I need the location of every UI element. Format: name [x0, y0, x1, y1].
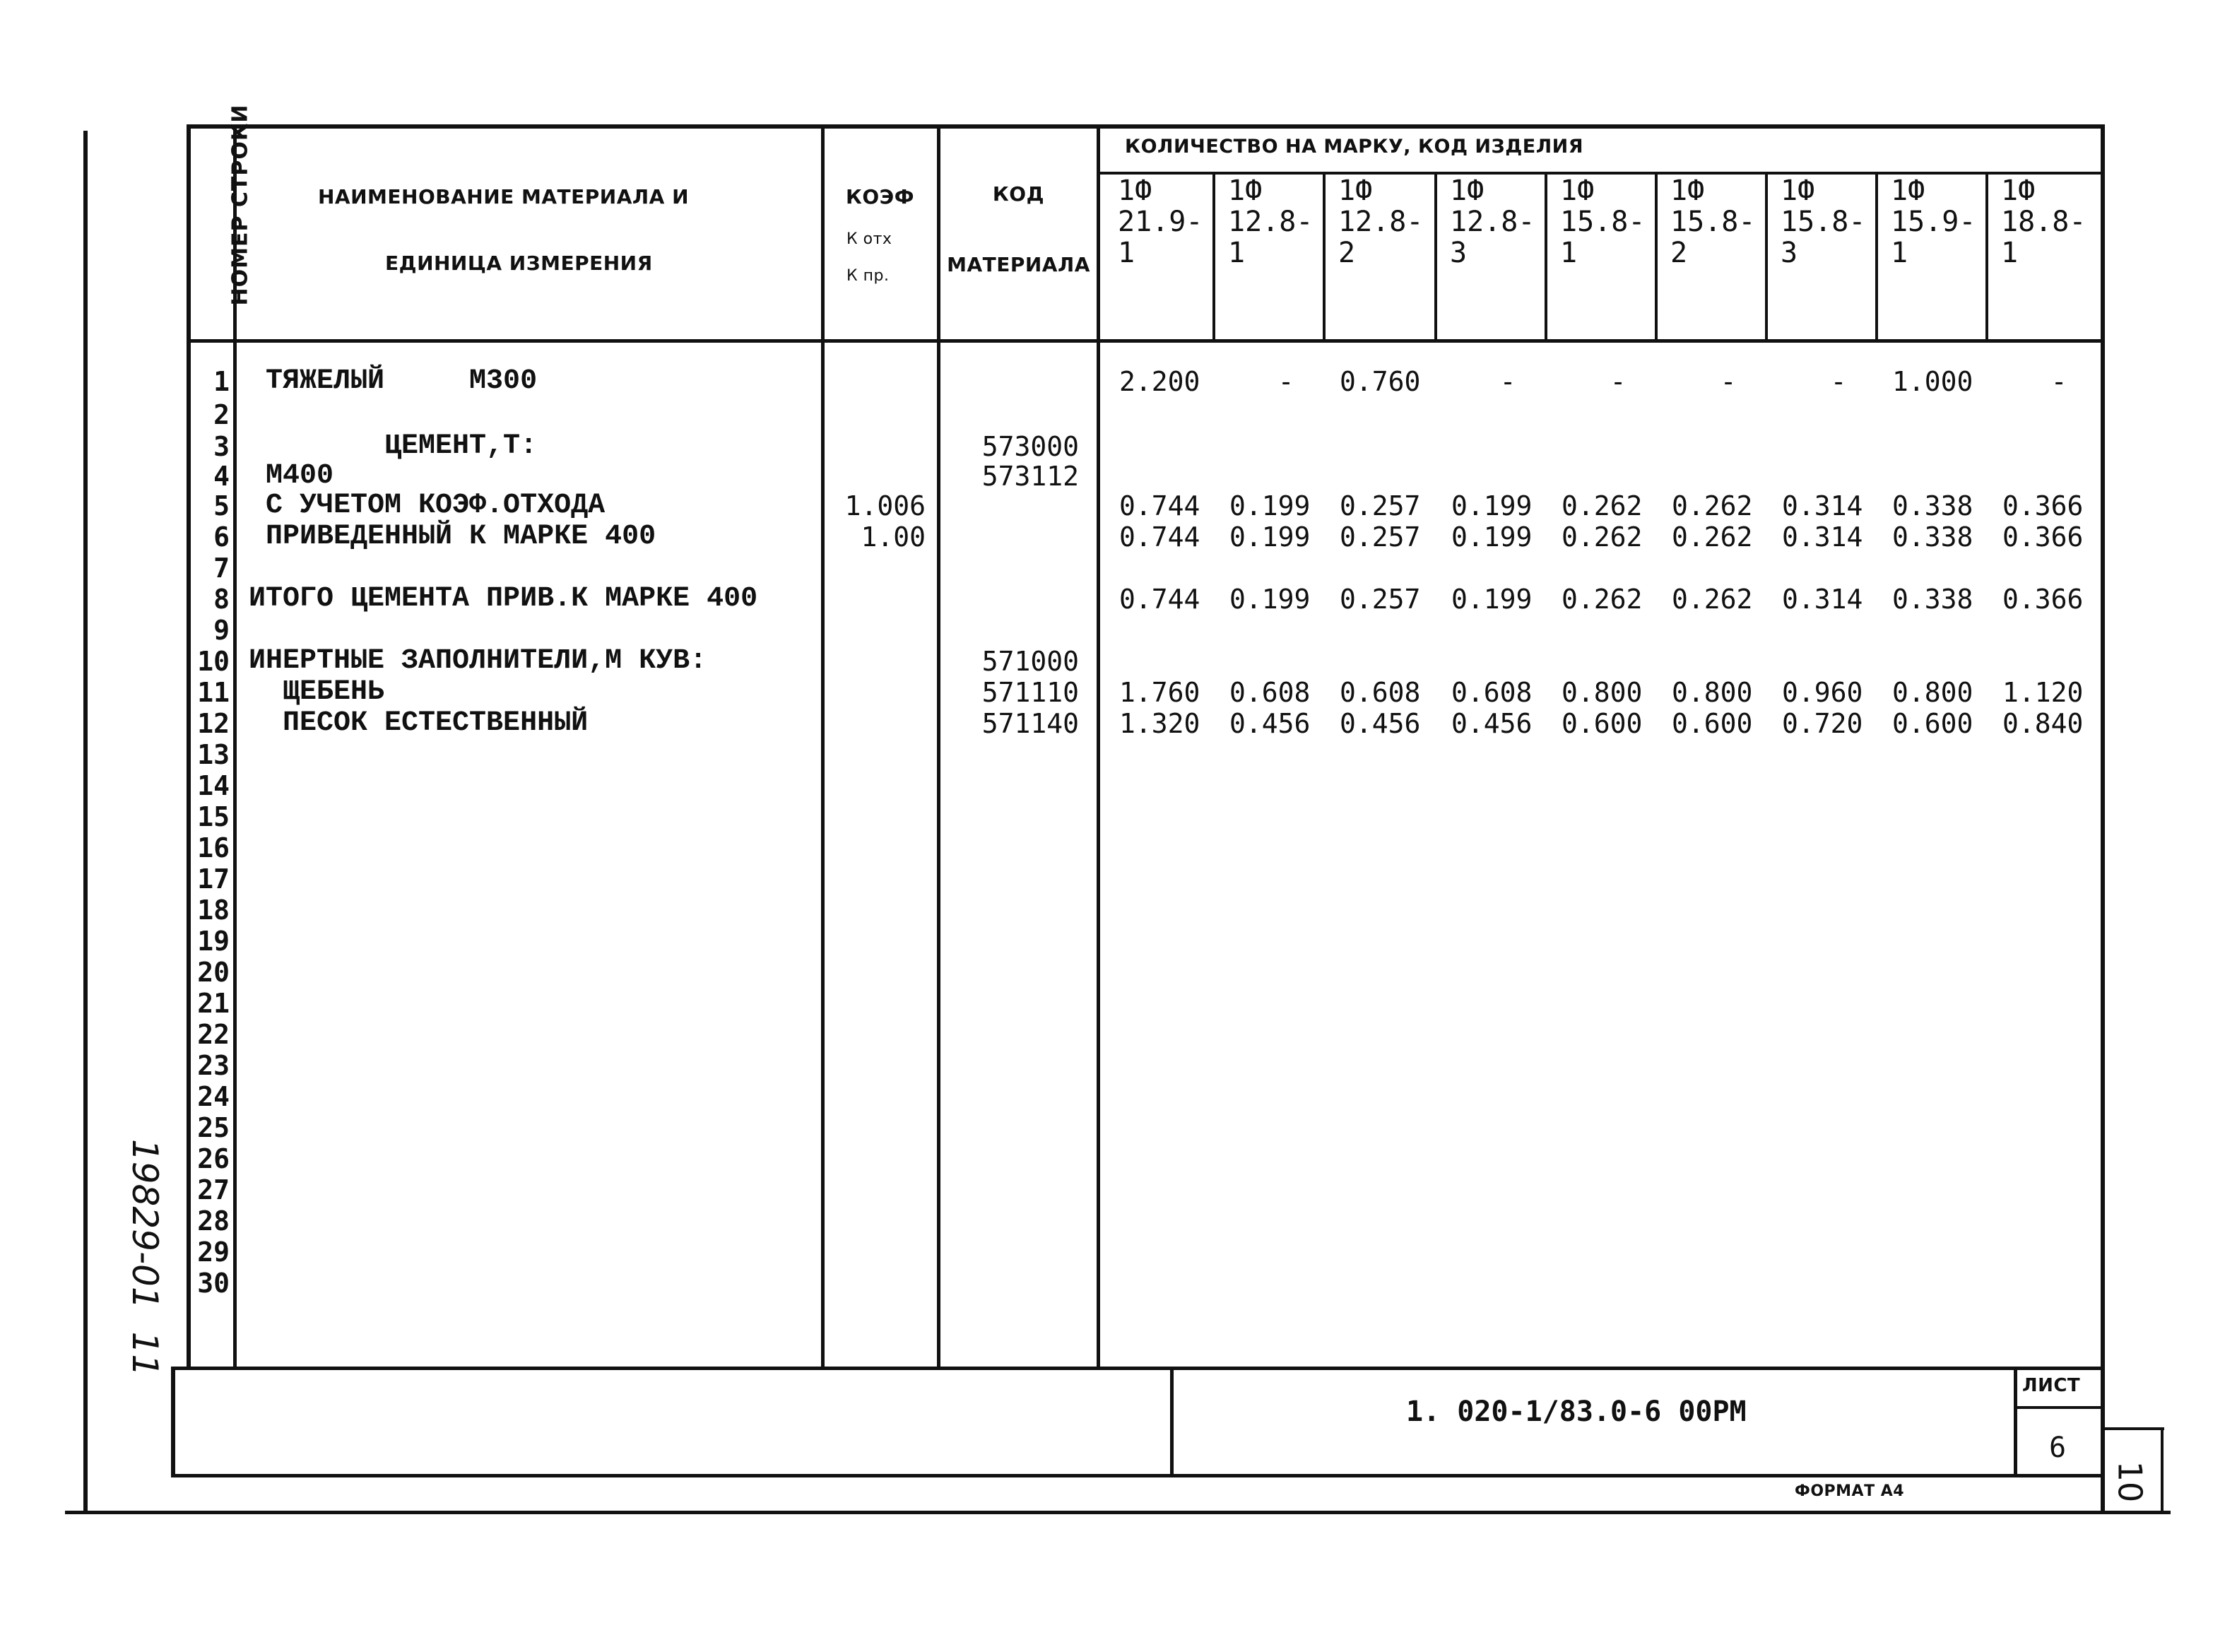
mark-header-8-line-3: 1	[1891, 237, 1908, 269]
table-row	[0, 1205, 2237, 1237]
material-code: 573112	[981, 461, 1079, 492]
row-number: 24	[197, 1081, 230, 1112]
format-label: ФОРМАТ А4	[1795, 1482, 1905, 1500]
quantity-value: 0.800	[1672, 677, 1753, 708]
mark-header-2-line-2: 12.8-	[1228, 206, 1314, 238]
document-code: 1. 020-1/83.0-6 00РМ	[1406, 1396, 1747, 1428]
mark-header-5-line-1: 1Ф	[1560, 175, 1595, 207]
quantity-value: 0.262	[1562, 521, 1643, 553]
quantity-value: 0.338	[1892, 490, 1973, 521]
quantity-value: 0.199	[1451, 490, 1533, 521]
row-number: 27	[197, 1174, 230, 1205]
quantity-value: 0.456	[1340, 708, 1421, 739]
row-number: 26	[197, 1143, 230, 1174]
table-row	[0, 1112, 2237, 1143]
quantity-value: 0.257	[1340, 521, 1421, 553]
table-row	[0, 1237, 2237, 1268]
row-number: 7	[213, 553, 230, 584]
table-row	[0, 646, 2237, 677]
sheet-label: ЛИСТ	[2022, 1375, 2081, 1396]
quantity-value: 0.720	[1782, 708, 1863, 739]
row-number: 30	[197, 1268, 230, 1299]
mark-header-8-line-2: 15.9-	[1891, 206, 1976, 238]
row-number-header: НОМЕР СТРОКИ	[228, 104, 253, 306]
mark-header-2-line-3: 1	[1228, 237, 1246, 269]
quantity-value: 0.600	[1672, 708, 1753, 739]
material-code: 571000	[981, 646, 1079, 677]
mark-header-6-line-3: 2	[1670, 237, 1688, 269]
quantity-value: 0.257	[1340, 490, 1421, 521]
table-row	[0, 708, 2237, 739]
coef-header-line2: К отх	[846, 230, 892, 248]
table-row	[0, 832, 2237, 863]
quantity-value: 0.608	[1229, 677, 1311, 708]
quantity-value: 0.199	[1229, 490, 1311, 521]
quantity-value: 0.366	[2002, 490, 2084, 521]
row-number: 6	[213, 521, 230, 553]
mark-header-1-line-1: 1Ф	[1118, 175, 1152, 207]
mark-header-2-line-1: 1Ф	[1228, 175, 1263, 207]
quantity-value: 0.262	[1562, 584, 1643, 615]
quantity-value: 0.314	[1782, 584, 1863, 615]
quantity-value: 1.000	[1892, 366, 1973, 397]
quantity-value: 0.262	[1562, 490, 1643, 521]
row-number: 5	[213, 490, 230, 521]
row-number: 1	[213, 366, 230, 397]
row-number: 4	[213, 461, 230, 492]
material-name: ЩЕБЕНЬ	[249, 676, 385, 708]
mark-header-7-line-2: 15.8-	[1781, 206, 1866, 238]
row-number: 18	[197, 895, 230, 926]
material-name: С УЧЕТОМ КОЭФ.ОТХОДА	[249, 490, 606, 521]
table-row	[0, 521, 2237, 553]
row-number: 16	[197, 832, 230, 863]
quantity-value: -	[1562, 366, 1627, 397]
mark-header-4-line-2: 12.8-	[1450, 206, 1535, 238]
table-row	[0, 1174, 2237, 1205]
quantity-value: 0.960	[1782, 677, 1863, 708]
quantity-value: 0.608	[1451, 677, 1533, 708]
quantity-value: -	[1782, 366, 1847, 397]
quantity-value: 0.744	[1119, 521, 1200, 553]
quantity-value: 0.199	[1229, 584, 1311, 615]
row-number: 2	[213, 399, 230, 430]
quantity-value: 1.760	[1119, 677, 1200, 708]
table-row	[0, 801, 2237, 832]
quantity-value: -	[1229, 366, 1294, 397]
row-number: 17	[197, 863, 230, 895]
table-row	[0, 1081, 2237, 1112]
table-row	[0, 770, 2237, 801]
table-row	[0, 988, 2237, 1019]
coef-header-line1: КОЭФ	[845, 185, 914, 208]
quantity-value: 0.840	[2002, 708, 2084, 739]
quantity-value: 0.314	[1782, 521, 1863, 553]
quantity-value: 0.608	[1340, 677, 1421, 708]
quantity-value: 0.600	[1562, 708, 1643, 739]
mark-header-5-line-2: 15.8-	[1560, 206, 1646, 238]
mark-header-5-line-3: 1	[1560, 237, 1578, 269]
material-name: ТЯЖЕЛЫЙ М300	[249, 365, 538, 397]
quantity-value: 0.199	[1451, 584, 1533, 615]
quantity-value: 0.456	[1451, 708, 1533, 739]
quantity-value: 0.262	[1672, 584, 1753, 615]
mark-header-9-line-2: 18.8-	[2001, 206, 2087, 238]
quantity-value: 0.744	[1119, 490, 1200, 521]
mark-header-3-line-2: 12.8-	[1338, 206, 1424, 238]
material-code: 573000	[981, 431, 1079, 462]
table-row	[0, 926, 2237, 957]
row-number: 15	[197, 801, 230, 832]
row-number: 21	[197, 988, 230, 1019]
table-row	[0, 431, 2237, 462]
mark-header-3-line-3: 2	[1338, 237, 1356, 269]
code-header-line1: КОД	[992, 182, 1045, 206]
table-row	[0, 677, 2237, 708]
quantity-value: 0.456	[1229, 708, 1311, 739]
quantity-value: 1.120	[2002, 677, 2084, 708]
quantity-value: -	[1451, 366, 1516, 397]
quantity-value: 1.320	[1119, 708, 1200, 739]
row-number: 20	[197, 957, 230, 988]
mark-header-6-line-1: 1Ф	[1670, 175, 1705, 207]
quantity-value: 0.760	[1340, 366, 1421, 397]
row-number: 3	[213, 431, 230, 462]
mark-header-9-line-3: 1	[2001, 237, 2019, 269]
mark-header-8-line-1: 1Ф	[1891, 175, 1925, 207]
quantity-value: 0.338	[1892, 521, 1973, 553]
table-row	[0, 584, 2237, 615]
coefficient: 1.006	[844, 490, 926, 521]
quantity-value: 0.366	[2002, 521, 2084, 553]
side-inventory-note: 19829-01 11	[124, 1138, 165, 1377]
mark-header-4-line-1: 1Ф	[1450, 175, 1485, 207]
quantity-value: -	[2002, 366, 2067, 397]
mark-header-4-line-3: 3	[1450, 237, 1468, 269]
mark-header-3-line-1: 1Ф	[1338, 175, 1373, 207]
table-row	[0, 1143, 2237, 1174]
material-code: 571110	[981, 677, 1079, 708]
table-row	[0, 461, 2237, 492]
quantity-value: 0.744	[1119, 584, 1200, 615]
quantity-value: 0.257	[1340, 584, 1421, 615]
row-number: 19	[197, 926, 230, 957]
material-name: ЦЕМЕНТ,Т:	[249, 430, 538, 462]
row-number: 11	[197, 677, 230, 708]
row-number: 12	[197, 708, 230, 739]
quantity-value: 0.314	[1782, 490, 1863, 521]
table-row	[0, 1050, 2237, 1081]
quantity-value: 2.200	[1119, 366, 1200, 397]
mark-header-1-line-3: 1	[1118, 237, 1135, 269]
material-name: М400	[249, 460, 334, 492]
table-row	[0, 895, 2237, 926]
table-row	[0, 366, 2237, 397]
row-number: 22	[197, 1019, 230, 1050]
coefficient: 1.00	[861, 521, 926, 553]
mark-header-7-line-3: 3	[1781, 237, 1798, 269]
row-number: 25	[197, 1112, 230, 1143]
table-row	[0, 863, 2237, 895]
quantity-value: 0.800	[1892, 677, 1973, 708]
table-row	[0, 1019, 2237, 1050]
quantity-value: -	[1672, 366, 1737, 397]
mark-header-6-line-2: 15.8-	[1670, 206, 1756, 238]
material-name: ИТОГО ЦЕМЕНТА ПРИВ.К МАРКЕ 400	[249, 583, 758, 615]
quantity-value: 0.366	[2002, 584, 2084, 615]
mark-header-7-line-1: 1Ф	[1781, 175, 1815, 207]
table-row	[0, 399, 2237, 430]
quantity-value: 0.338	[1892, 584, 1973, 615]
table-row	[0, 553, 2237, 584]
quantity-header: КОЛИЧЕСТВО НА МАРКУ, КОД ИЗДЕЛИЯ	[1125, 136, 1584, 158]
row-number: 9	[213, 615, 230, 646]
table-row	[0, 615, 2237, 646]
table-row	[0, 957, 2237, 988]
table-row	[0, 739, 2237, 770]
material-name: ПРИВЕДЕННЫЙ К МАРКЕ 400	[249, 521, 656, 553]
row-number: 10	[197, 646, 230, 677]
material-name: ИНЕРТНЫЕ ЗАПОЛНИТЕЛИ,М КУВ:	[249, 645, 707, 677]
quantity-value: 0.262	[1672, 521, 1753, 553]
name-header-line2: ЕДИНИЦА ИЗМЕРЕНИЯ	[385, 252, 653, 275]
row-number: 28	[197, 1205, 230, 1237]
row-number: 8	[213, 584, 230, 615]
name-header-line1: НАИМЕНОВАНИЕ МАТЕРИАЛА И	[318, 185, 690, 208]
material-name: ПЕСОК ЕСТЕСТВЕННЫЙ	[249, 707, 589, 739]
table-row	[0, 490, 2237, 521]
row-number: 14	[197, 770, 230, 801]
quantity-value: 0.199	[1451, 521, 1533, 553]
quantity-value: 0.262	[1672, 490, 1753, 521]
quantity-value: 0.199	[1229, 521, 1311, 553]
row-number: 13	[197, 739, 230, 770]
row-number: 29	[197, 1237, 230, 1268]
material-code: 571140	[981, 708, 1079, 739]
mark-header-1-line-2: 21.9-	[1118, 206, 1203, 238]
coef-header-line3: К пр.	[846, 267, 890, 285]
corner-number: 10	[2111, 1461, 2149, 1503]
quantity-value: 0.600	[1892, 708, 1973, 739]
row-number: 23	[197, 1050, 230, 1081]
mark-header-9-line-1: 1Ф	[2001, 175, 2036, 207]
table-row	[0, 1268, 2237, 1299]
quantity-value: 0.800	[1562, 677, 1643, 708]
code-header-line2: МАТЕРИАЛА	[947, 253, 1090, 276]
sheet-number: 6	[2049, 1432, 2067, 1464]
